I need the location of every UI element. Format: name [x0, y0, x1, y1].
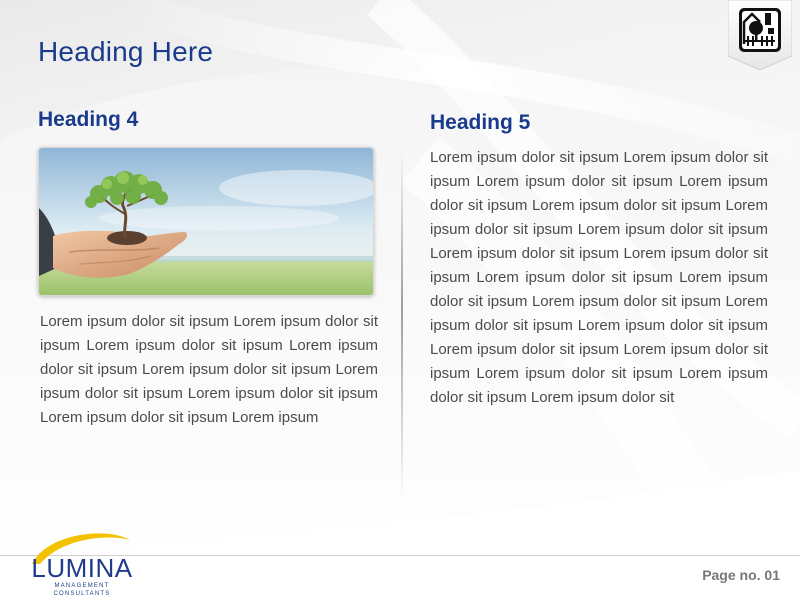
- lumina-logo: [26, 528, 138, 597]
- hands-holding-sapling-photo: [39, 148, 373, 295]
- page-number: Page no. 01: [702, 567, 780, 583]
- left-column-heading: Heading 4: [38, 108, 139, 131]
- house-tree-icon: [728, 0, 792, 70]
- page-title: Heading Here: [38, 36, 214, 67]
- column-divider: [401, 150, 403, 500]
- sapling-photo: [38, 147, 374, 296]
- right-column-heading: Heading 5: [430, 111, 531, 134]
- logo-wordmark: LUMINA: [31, 553, 133, 583]
- left-column-body: Lorem ipsum dolor sit ipsum Lorem ipsum dolor sit ipsum Lorem ipsum dolor sit ipsum Lorem ipsum dolor sit ipsum Lorem ipsum dolor sit ipsum Lorem ipsum dolor sit ipsum Lorem ipsum dolor sit ipsum Lorem ipsum dolor sit ipsum Lorem ipsum: [40, 313, 378, 426]
- logo-tagline: MANAGEMENT CONSULTANTS: [53, 583, 111, 597]
- right-column-body: Lorem ipsum dolor sit ipsum Lorem ipsum dolor sit ipsum Lorem ipsum dolor sit ipsum Lorem ipsum dolor sit ipsum Lorem ipsum dolor sit ipsum Lorem ipsum dolor sit ipsum Lorem ipsum dolor sit ipsum Lorem ipsum dolor sit ipsum Lorem ipsum dolor sit ipsum Lorem ipsum dolor sit ipsum Lorem ipsum dolor sit ipsum Lorem ipsum dolor sit ipsum Lorem ipsum dolor sit ipsum Lorem ipsum dolor sit ipsum Lorem ipsum dolor sit ipsum Lorem ipsum dolor sit ipsum Lorem ipsum dolor sit ipsum Lorem ipsum dolor sit ipsum Lorem ipsum dolor sit: [430, 149, 768, 406]
